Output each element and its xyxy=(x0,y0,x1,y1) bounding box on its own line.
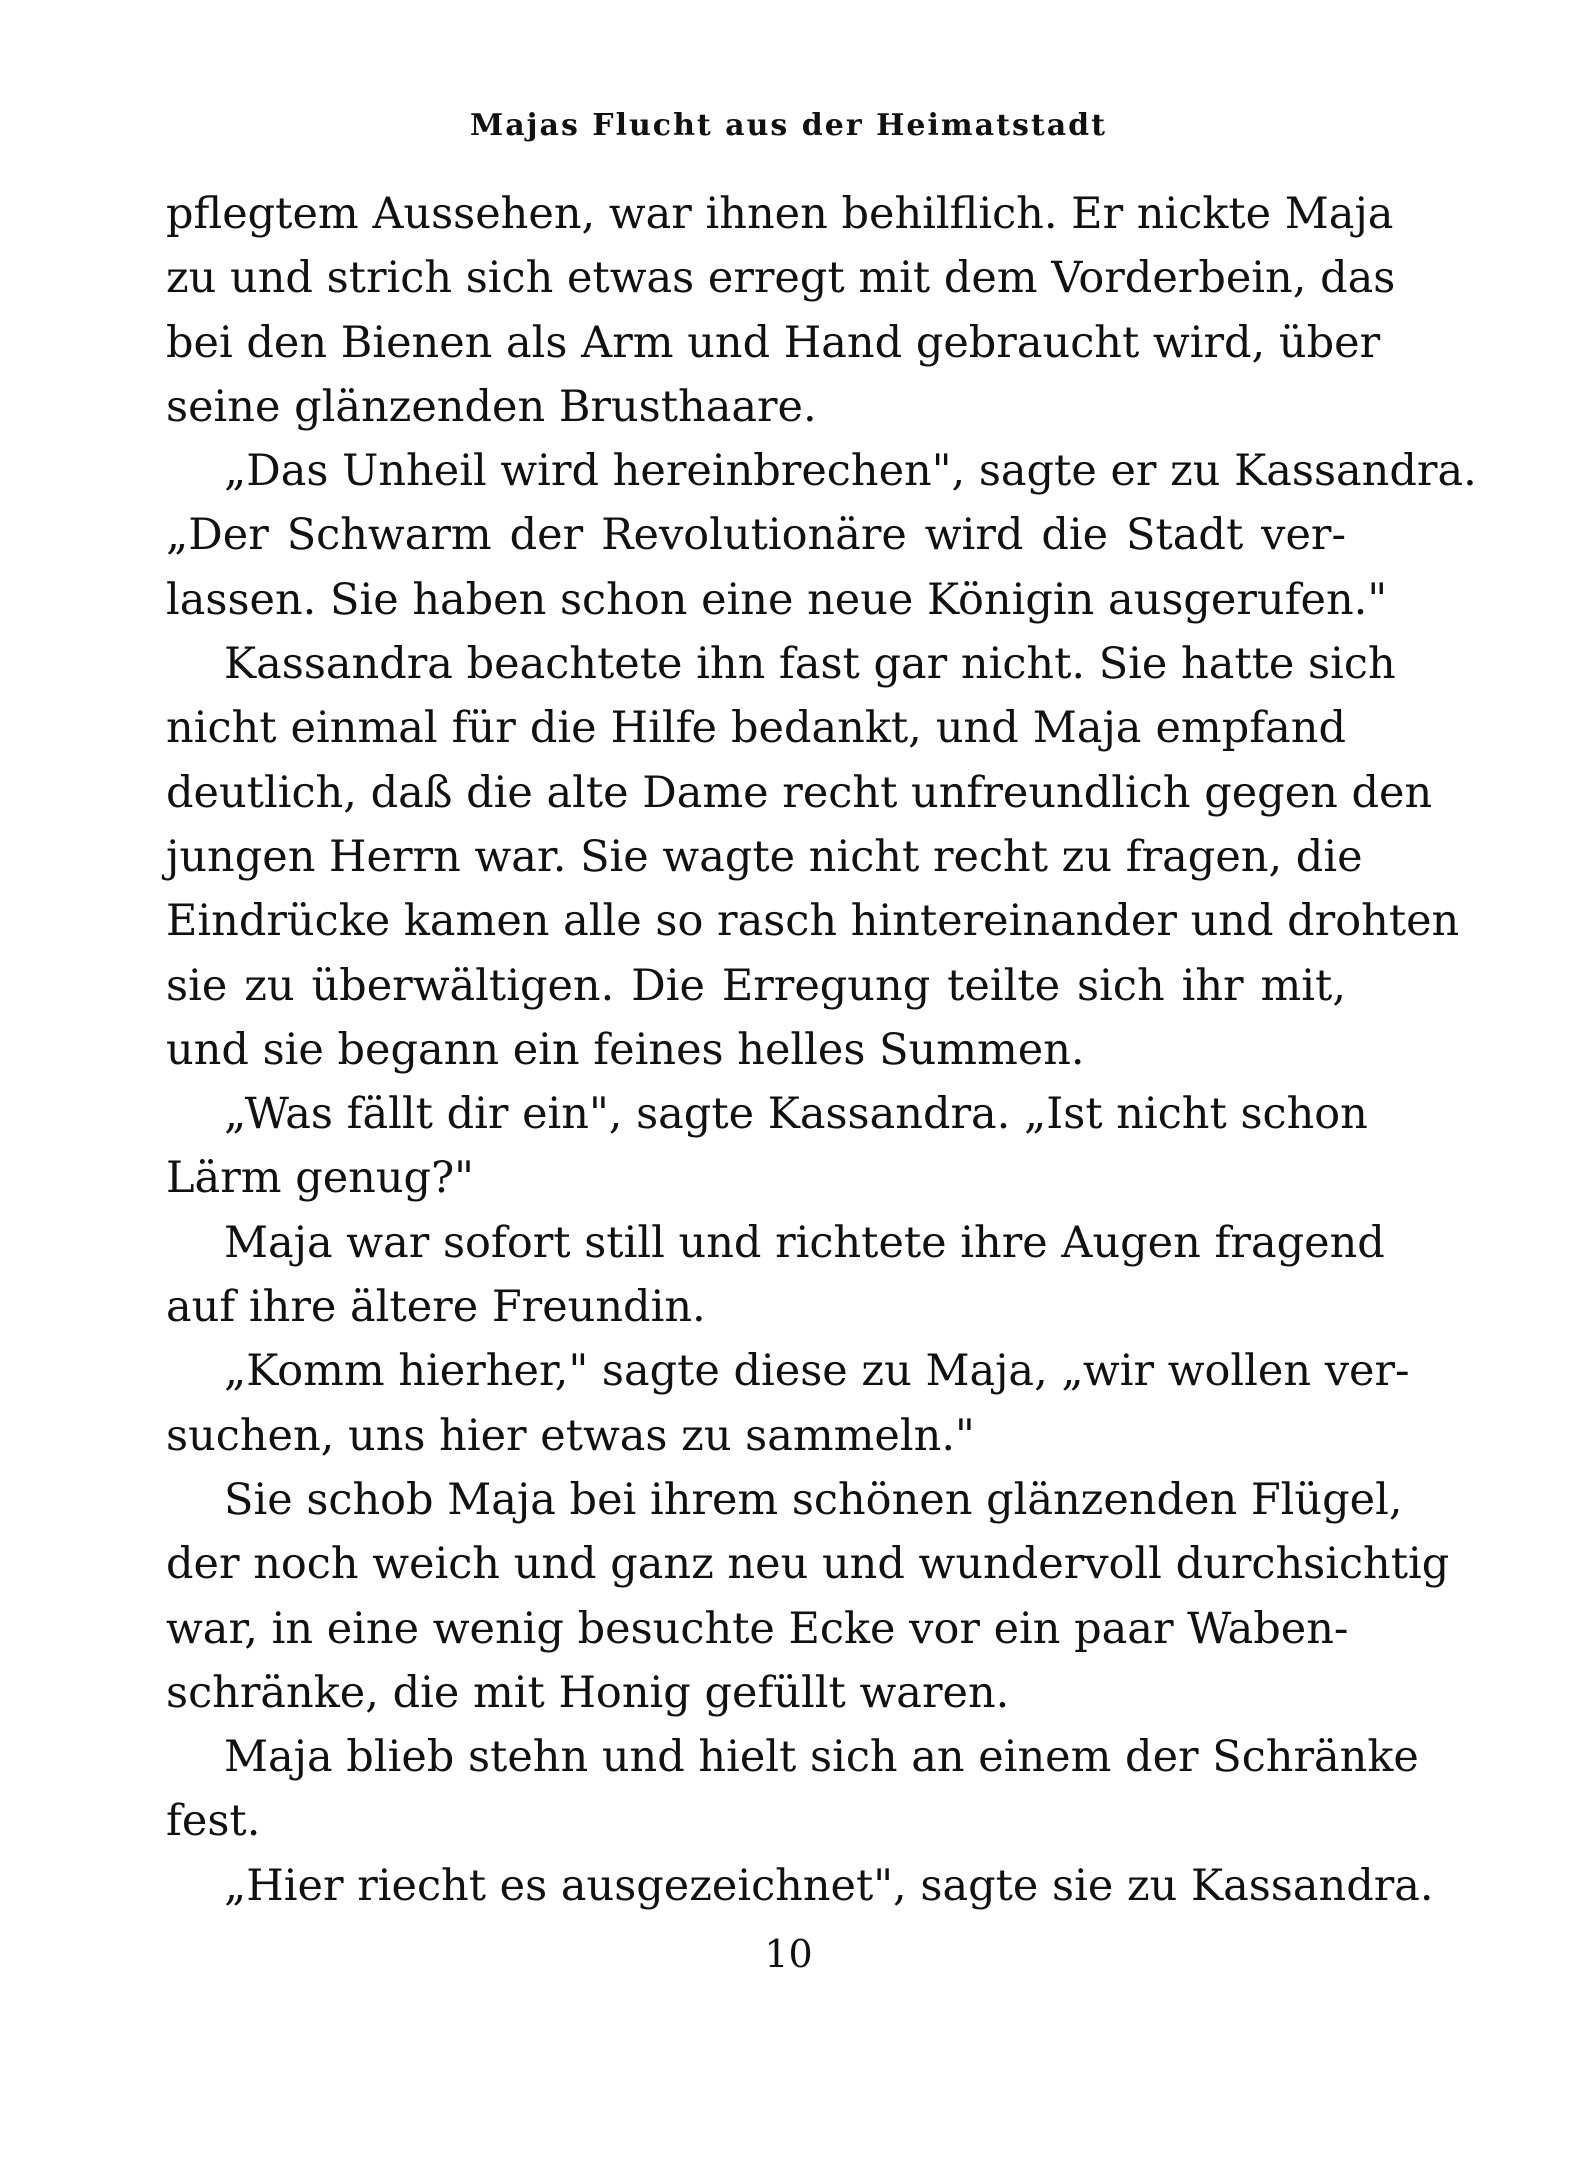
text-line: Kassandra beachtete ihn fast gar nicht. Sie hatte sich xyxy=(224,639,1396,690)
body-text xyxy=(166,182,1477,1918)
text-line: zu und strich sich etwas erregt mit dem Vorderbein, das xyxy=(166,253,1396,304)
text-line: und sie begann ein feines helles Summen. xyxy=(166,1024,1085,1075)
text-line: pflegtem Aussehen, war ihnen behilflich. Er nickte Maja xyxy=(166,189,1394,239)
text-line: Sie schob Maja bei ihrem schönen glänzenden Flügel, xyxy=(224,1474,1403,1525)
text-line: „Komm hierher," sagte diese zu Maja, „wir wollen ver- xyxy=(224,1346,1410,1397)
text-line: bei den Bienen als Arm und Hand gebraucht wird, über xyxy=(166,317,1381,368)
text-line: „Was fällt dir ein", sagte Kassandra. „Ist nicht schon xyxy=(224,1089,1368,1140)
text-line: suchen, uns hier etwas zu sammeln." xyxy=(166,1410,975,1461)
text-line: „Hier riecht es ausgezeichnet", sagte sie zu Kassandra. xyxy=(224,1860,1434,1911)
page-number: 10 xyxy=(764,1932,813,1976)
text-line: lassen. Sie haben schon eine neue Königin ausgerufen." xyxy=(166,574,1388,625)
text-line: schränke, die mit Honig gefüllt waren. xyxy=(166,1667,1010,1718)
text-line: auf ihre ältere Freundin. xyxy=(166,1282,706,1333)
text-line: Lärm genug?" xyxy=(166,1153,474,1204)
text-line: Maja war sofort still und richtete ihre Augen fragend xyxy=(224,1217,1385,1268)
text-line: Maja blieb stehn und hielt sich an einem der Schränke xyxy=(224,1732,1419,1783)
text-line: Eindrücke kamen alle so rasch hintereinander und drohten xyxy=(166,896,1460,947)
text-line: war, in eine wenig besuchte Ecke vor ein paar Waben- xyxy=(166,1603,1349,1654)
text-line: seine glänzenden Brusthaare. xyxy=(166,381,817,432)
text-line: deutlich, daß die alte Dame recht unfreundlich gegen den xyxy=(166,767,1433,818)
text-line: der noch weich und ganz neu und wundervoll durchsichtig xyxy=(166,1539,1450,1590)
text-line: nicht einmal für die Hilfe bedankt, und Maja empfand xyxy=(166,703,1346,754)
text-line: „Der Schwarm der Revolutionäre wird die Stadt ver- xyxy=(166,510,1346,561)
running-head: Majas Flucht aus der Heimatstadt xyxy=(470,108,1107,143)
text-line: sie zu überwältigen. Die Erregung teilte sich ihr mit, xyxy=(166,960,1346,1011)
text-line: „Das Unheil wird hereinbrechen", sagte er zu Kassandra. xyxy=(224,446,1477,497)
text-line: fest. xyxy=(166,1796,261,1847)
text-line: jungen Herrn war. Sie wagte nicht recht zu fragen, die xyxy=(166,831,1363,882)
